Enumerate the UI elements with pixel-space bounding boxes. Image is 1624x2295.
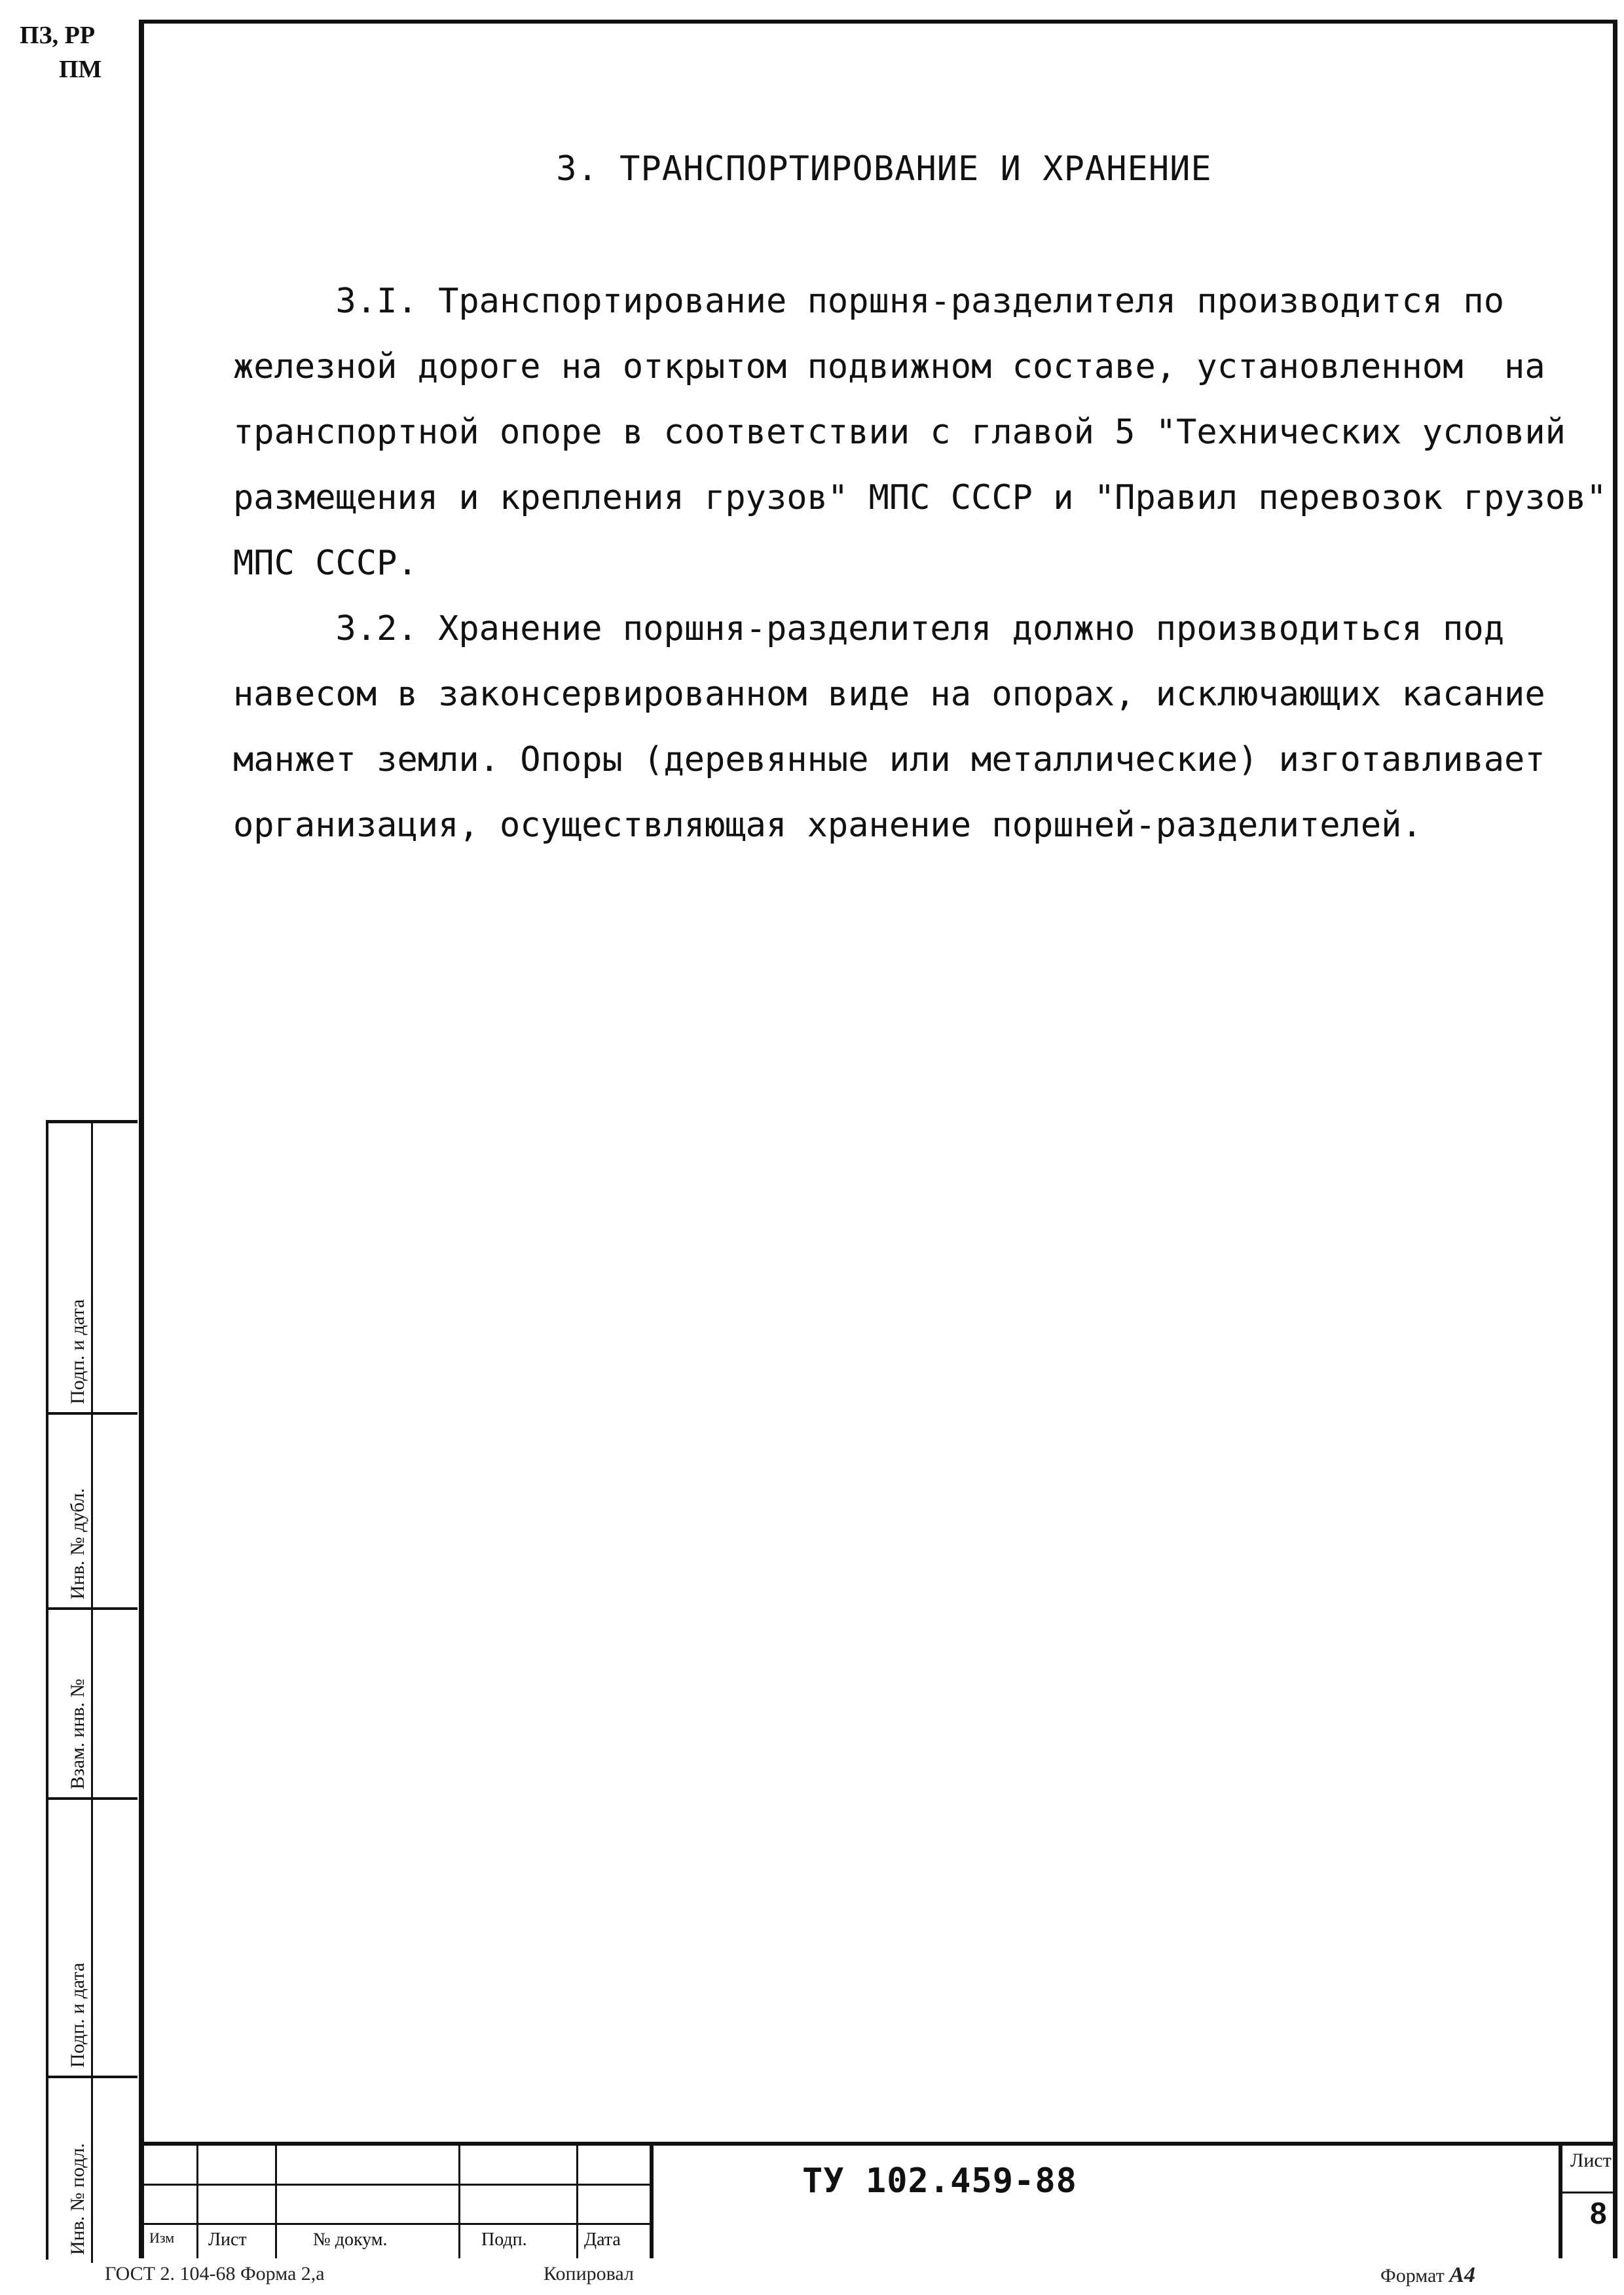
side-label-replace-inv: Взам. инв. №: [67, 1678, 88, 1789]
format-label: [1380, 2263, 1475, 2288]
gost-form-label: ГОСТ 2. 104-68 Форма 2,а: [105, 2263, 325, 2285]
text-line-3: транспортной опоре в соответствии с главой 5 "Технических условий: [233, 413, 1566, 452]
side-cell-1: [48, 1123, 93, 1415]
col-doc-number: № докум.: [313, 2230, 388, 2250]
sheet-number: 8: [1590, 2196, 1607, 2230]
copied-label: Копировал: [544, 2263, 634, 2285]
section-heading: 3. ТРАНСПОРТИРОВАНИЕ И ХРАНЕНИЕ: [556, 149, 1212, 189]
side-cell-2: [48, 1415, 93, 1610]
sheet-label: Лист: [1570, 2150, 1612, 2171]
text-line-2: железной дороге на открытом подвижном составе, установленном на: [233, 347, 1545, 386]
side-cell-3: [48, 1610, 93, 1800]
col-date: Дата: [584, 2230, 621, 2250]
corner-code: [20, 18, 101, 86]
text-line-7: навесом в законсервированном виде на опорах, исключающих касание: [233, 675, 1545, 714]
side-cell-1b: [93, 1123, 138, 1415]
text-line-4: размещения и крепления грузов" МПС СССР и "Правил перевозок грузов": [233, 478, 1607, 517]
format-label-text: Формат: [1380, 2265, 1445, 2286]
col-change: Изм: [149, 2230, 175, 2246]
text-line-8: манжет земли. Опоры (деревянные или металлические) изготавливает: [233, 740, 1545, 779]
corner-code-line1: ПЗ, РР: [20, 22, 96, 49]
text-line-9: организация, осуществляющая хранение поршней-разделителей.: [233, 806, 1422, 845]
corner-code-line2: ПМ: [59, 56, 102, 83]
side-label-sign-date-2: Подп. и дата: [67, 1962, 88, 2068]
text-line-1: 3.I. Транспортирование поршня-разделителя производится по: [233, 282, 1505, 321]
side-cell-2b: [93, 1415, 138, 1610]
side-stamp: [46, 1120, 138, 2260]
side-label-orig-inv: Инв. № подл.: [67, 2143, 88, 2255]
text-line-5: МПС СССР.: [233, 544, 418, 583]
side-label-dup-inv: Инв. № дубл.: [67, 1488, 88, 1599]
col-sheet: Лист: [208, 2230, 247, 2250]
side-cell-5: [48, 2078, 93, 2263]
side-cell-4: [48, 1800, 93, 2078]
document-code: ТУ 102.459-88: [802, 2161, 1077, 2201]
text-line-6: 3.2. Хранение поршня-разделителя должно производиться под: [233, 609, 1505, 648]
side-cell-3b: [93, 1610, 138, 1800]
side-label-sign-date-1: Подп. и дата: [67, 1299, 88, 1404]
format-value: А4: [1449, 2263, 1475, 2287]
col-signature: Подп.: [481, 2230, 527, 2250]
side-cell-4b: [93, 1800, 138, 2078]
